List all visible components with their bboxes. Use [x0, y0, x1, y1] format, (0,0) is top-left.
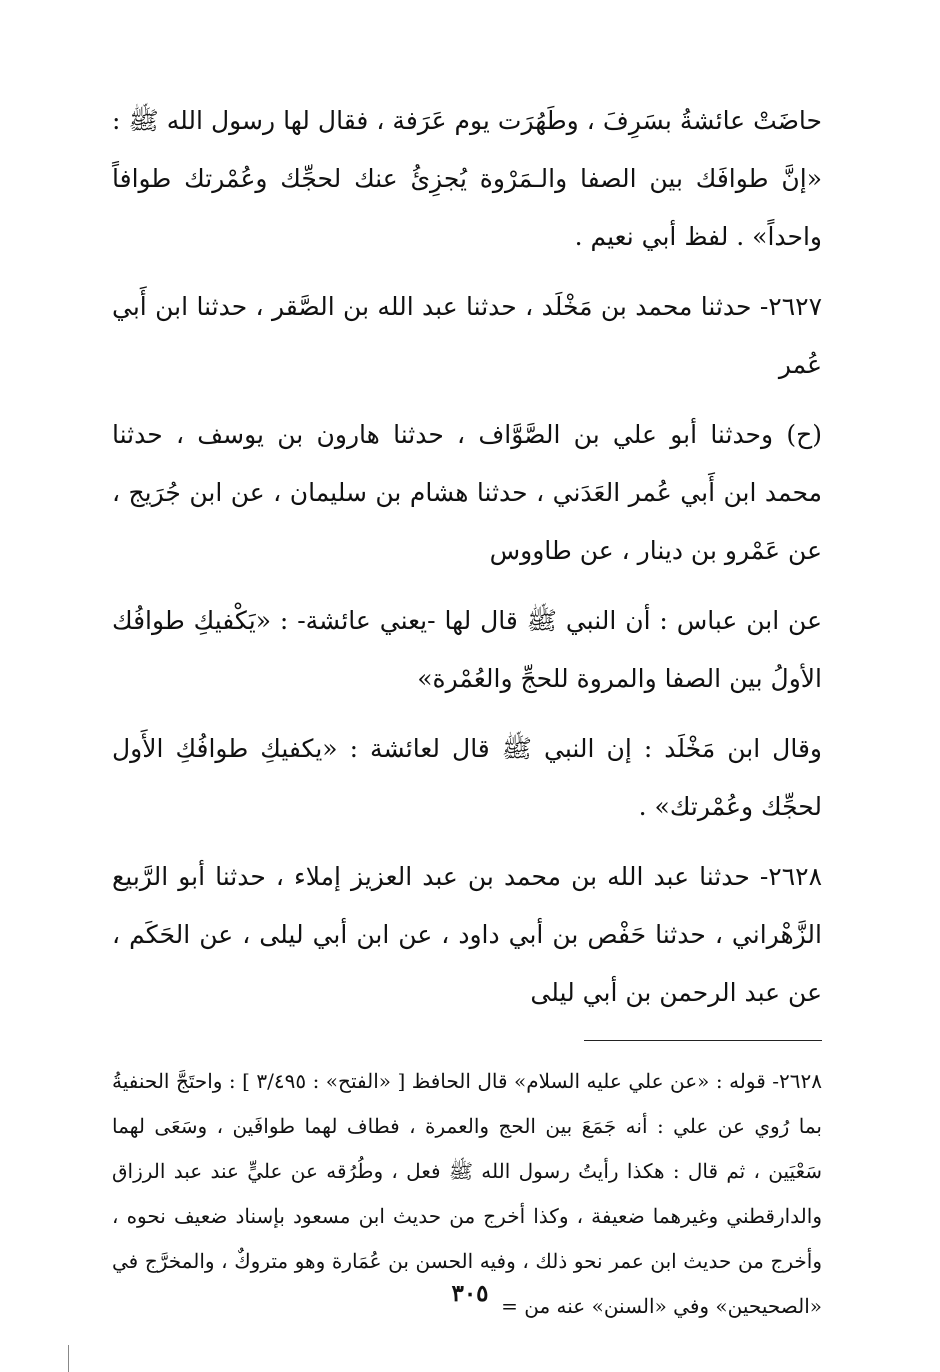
- paragraph-hadith-2627-chain: ٢٦٢٧- حدثنا محمد بن مَخْلَد ، حدثنا عبد الله بن الصَّقر ، حدثنا ابن أَبي عُمر: [112, 292, 822, 379]
- paragraph-ibn-abbas-text: عن ابن عباس : أن النبي ﷺ قال لها -يعني عائشة- : «يَكْفيكِ طوافُك الأولُ بين الصفا والمروة للحجِّ والعُمْرة»: [112, 606, 822, 693]
- page-number: ٣٠٥: [451, 1280, 489, 1307]
- paragraph-aisha-hadith: حاضَتْ عائشةُ بسَرِفَ ، وطَهُرَت يوم عَرَفة ، فقال لها رسول الله ﷺ : «إنَّ طوافَك بين الصفا والـمَرْوة يُجزِئُ عنك لحجِّك وعُمْرتك طوافاً واحداً» . لفظ أبي نعيم .: [112, 106, 822, 251]
- paragraph-hadith-2627-alt-chain: (ح) وحدثنا أبو علي بن الصَّوَّاف ، حدثنا هارون بن يوسف ، حدثنا محمد ابن أَبي عُمر العَدَني ، حدثنا هشام بن سليمان ، عن ابن جُرَيج ، عن عَمْرو بن دينار ، عن طاووس: [112, 420, 822, 565]
- footnote-separator: [584, 1040, 822, 1041]
- paragraph-hadith-2628-chain: ٢٦٢٨- حدثنا عبد الله بن محمد بن عبد العزيز إملاء ، حدثنا أبو الرَّبيع الزَّهْراني ، حدثنا حَفْص بن أبي داود ، عن ابن أبي ليلى ، عن الحَكَم ، عن عبد الرحمن بن أبي ليلى: [112, 862, 822, 1007]
- page-body: [112, 92, 822, 1329]
- scan-edge-mark: [68, 1345, 69, 1372]
- footnote-2628: ٢٦٢٨- قوله : «عن علي عليه السلام» قال الحافظ [ «الفتح» : ٣/٤٩٥ ] : واحتَجَّ الحنفيةُ بما رُوي عن علي : أنه جَمَعَ بين الحج والعمرة ، فطاف لهما طوافَين ، وسَعَى لهما سَعْيَين ، ثم قال : هكذا رأيتُ رسول الله ﷺ فعل ، وطُرُقه عن عليٍّ عند عبد الرزاق والدارقطني وغيرهما ضعيفة ، وكذا أخرج من حديث ابن مسعود بإسناد ضعيف نحوه ، وأخرج من حديث ابن عمر نحو ذلك ، وفيه الحسن بن عُمَارة وهو متروكٌ ، والمخرَّج في «الصحيحين» وفي «السنن» عنه من =: [112, 1069, 822, 1318]
- paragraph-ibn-makhlad-text: وقال ابن مَخْلَد : إن النبي ﷺ قال لعائشة : «يكفيكِ طوافُكِ الأَول لحجِّك وعُمْرتك» .: [112, 734, 822, 821]
